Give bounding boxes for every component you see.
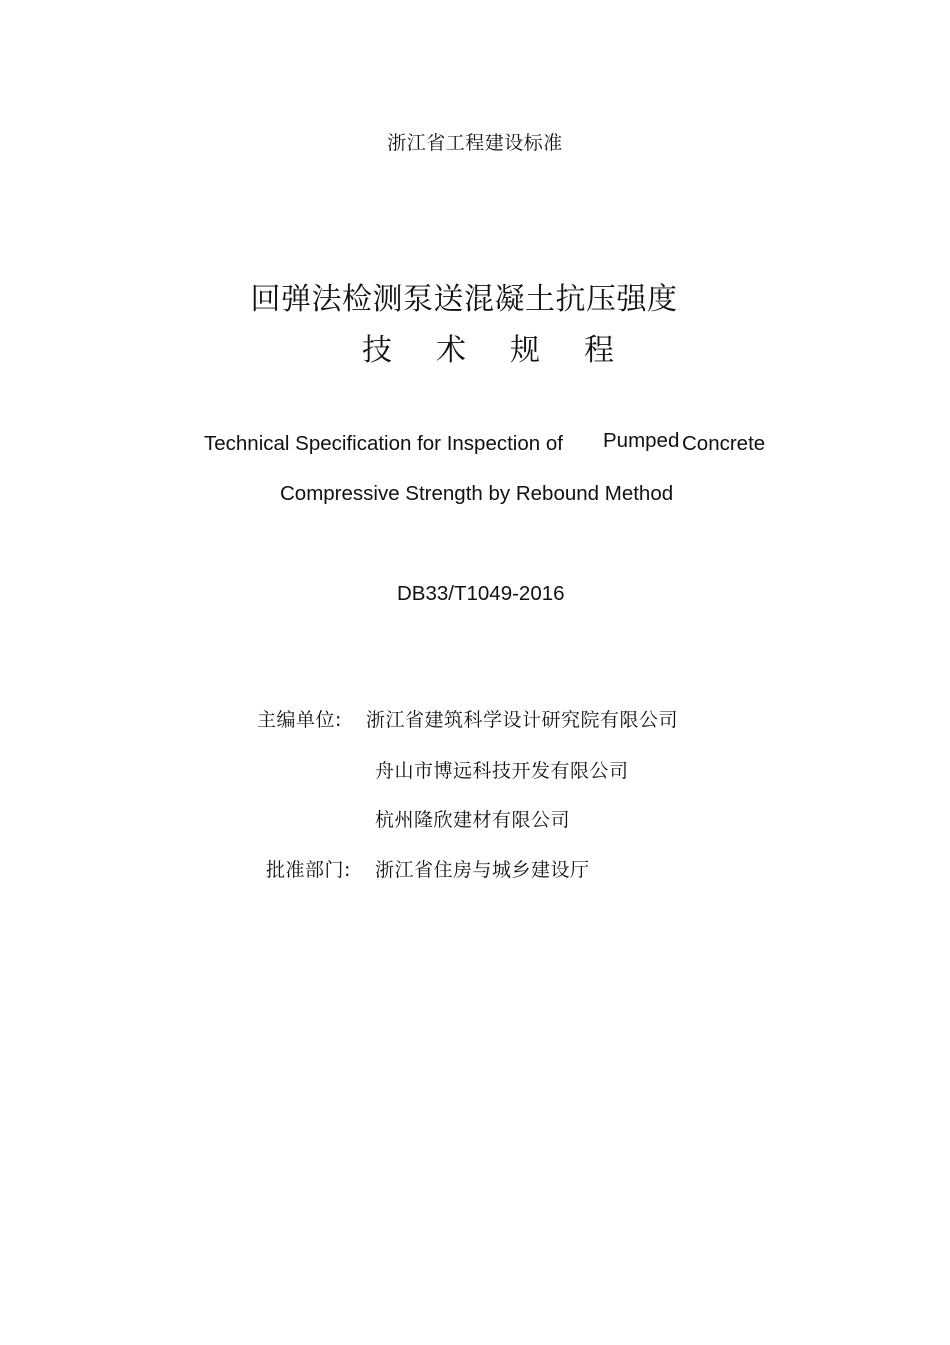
document-subtitle-chinese: 技术规程	[362, 333, 658, 368]
editor-organization: 杭州隆欣建材有限公司	[375, 809, 571, 831]
document-title-english-line1	[204, 429, 766, 456]
editor-organization: 舟山市博远科技开发有限公司	[375, 760, 629, 782]
editor-organization: 浙江省建筑科学设计研究院有限公司	[366, 709, 679, 731]
standard-code: DB33/T1049-2016	[397, 582, 565, 605]
standard-series-header: 浙江省工程建设标准	[387, 132, 563, 154]
editor-label: 主编单位:	[257, 709, 342, 731]
document-title-chinese: 回弹法检测泵送混凝土抗压强度	[250, 282, 678, 317]
approver-label: 批准部门:	[266, 859, 351, 881]
document-title-english-line2: Compressive Strength by Rebound Method	[280, 482, 674, 505]
title-english-pumped: Pumped	[603, 429, 680, 452]
approver-organization: 浙江省住房与城乡建设厅	[375, 859, 590, 881]
title-english-text: Technical Specification for Inspection of	[204, 432, 563, 455]
title-english-concrete: Concrete	[682, 432, 766, 455]
